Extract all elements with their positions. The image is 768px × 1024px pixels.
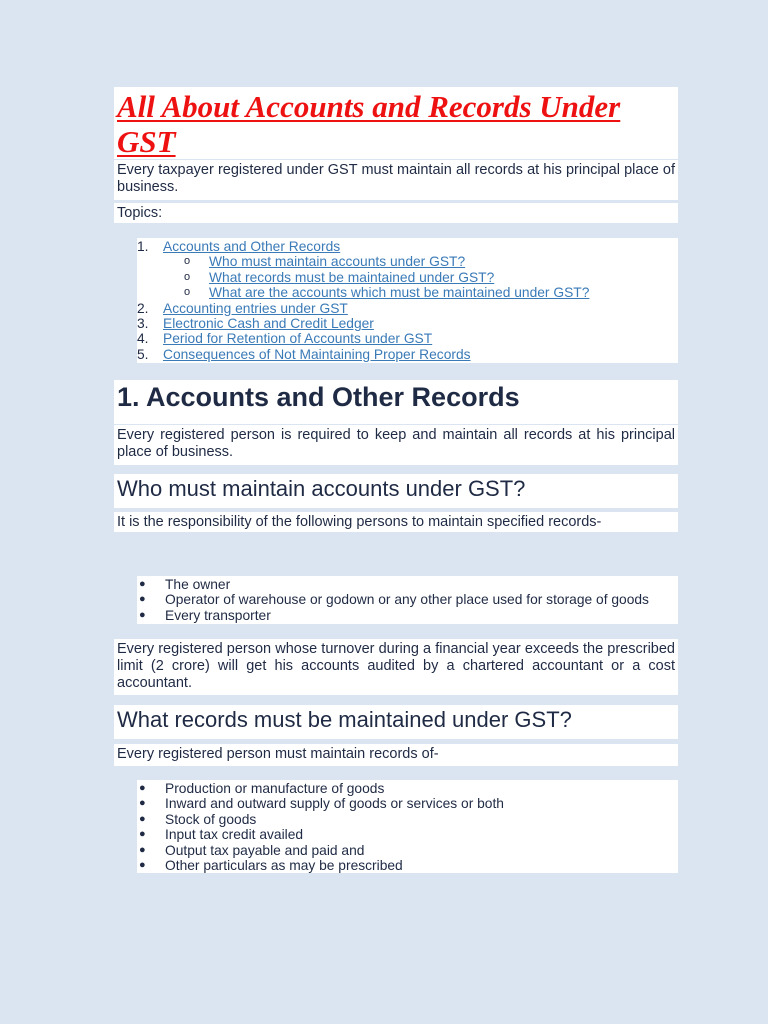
table-of-contents [137,238,678,363]
list-item: ● Other particulars as may be prescribed [139,858,403,874]
list-item: ● Production or manufacture of goods [139,781,385,796]
bullet-icon: ● [139,782,146,794]
intro-paragraph: Every taxpayer registered under GST must maintain all records at his principal place of business. [114,160,678,200]
responsibility-intro: It is the responsibility of the following persons to maintain specified records- [114,512,678,532]
topics-label: Topics: [114,203,678,223]
bullet-icon: ● [139,797,146,810]
bullet-icon: ● [139,593,146,606]
records-list [137,780,678,873]
toc-link-retention-period[interactable]: Period for Retention of Accounts under GST [163,331,433,347]
section-heading: 1. Accounts and Other Records [114,380,678,424]
bullet-icon: ● [139,828,146,841]
list-item: ● Stock of goods [139,811,257,827]
toc-item: 1. Accounts and Other Records [137,239,341,254]
toc-link-electronic-ledger[interactable]: Electronic Cash and Credit Ledger [163,316,374,332]
list-item: ● Operator of warehouse or godown or any other place used for storage of goods [139,592,649,608]
toc-link-consequences[interactable]: Consequences of Not Maintaining Proper Records [163,346,471,362]
toc-subitem: o What records must be maintained under GST? [184,269,495,285]
toc-link-who-must-maintain[interactable]: Who must maintain accounts under GST? [209,254,466,270]
audit-paragraph: Every registered person whose turnover during a financial year exceeds the prescribed limit (2 crore) will get his accounts audited by a chartered accountant or a cost accountant. [114,639,678,695]
subsection-heading: What records must be maintained under GST? [114,705,678,739]
toc-subitem: o Who must maintain accounts under GST? [184,254,466,270]
bullet-icon: ● [139,859,146,872]
toc-item: 3. Electronic Cash and Credit Ledger [137,316,374,332]
list-item: ● Inward and outward supply of goods or services or both [139,796,504,812]
toc-item: 4. Period for Retention of Accounts under GST [137,331,433,347]
bullet-icon: ● [139,843,146,856]
toc-link-accounts-records[interactable]: Accounts and Other Records [163,239,341,254]
records-intro: Every registered person must maintain records of- [114,744,678,766]
list-item: ● Output tax payable and paid and [139,842,365,858]
list-item: ● The owner [139,577,231,592]
bullet-icon: ● [139,812,146,825]
toc-item: 2. Accounting entries under GST [137,300,348,316]
document-title: All About Accounts and Records Under GST [114,87,678,159]
toc-link-what-records[interactable]: What records must be maintained under GST? [209,269,495,285]
toc-subitem: o What are the accounts which must be maintained under GST? [184,285,590,301]
section-paragraph: Every registered person is required to keep and maintain all records at his principal place of business. [114,425,678,465]
bullet-icon: ● [139,578,146,590]
toc-link-what-accounts[interactable]: What are the accounts which must be maintained under GST? [209,285,590,301]
bullet-icon: ● [139,608,146,621]
persons-list [137,576,678,624]
toc-item: 5. Consequences of Not Maintaining Proper Records [137,346,471,362]
list-item: ● Every transporter [139,607,271,623]
toc-link-accounting-entries[interactable]: Accounting entries under GST [163,300,348,316]
subsection-heading: Who must maintain accounts under GST? [114,474,678,508]
list-item: ● Input tax credit availed [139,827,304,843]
